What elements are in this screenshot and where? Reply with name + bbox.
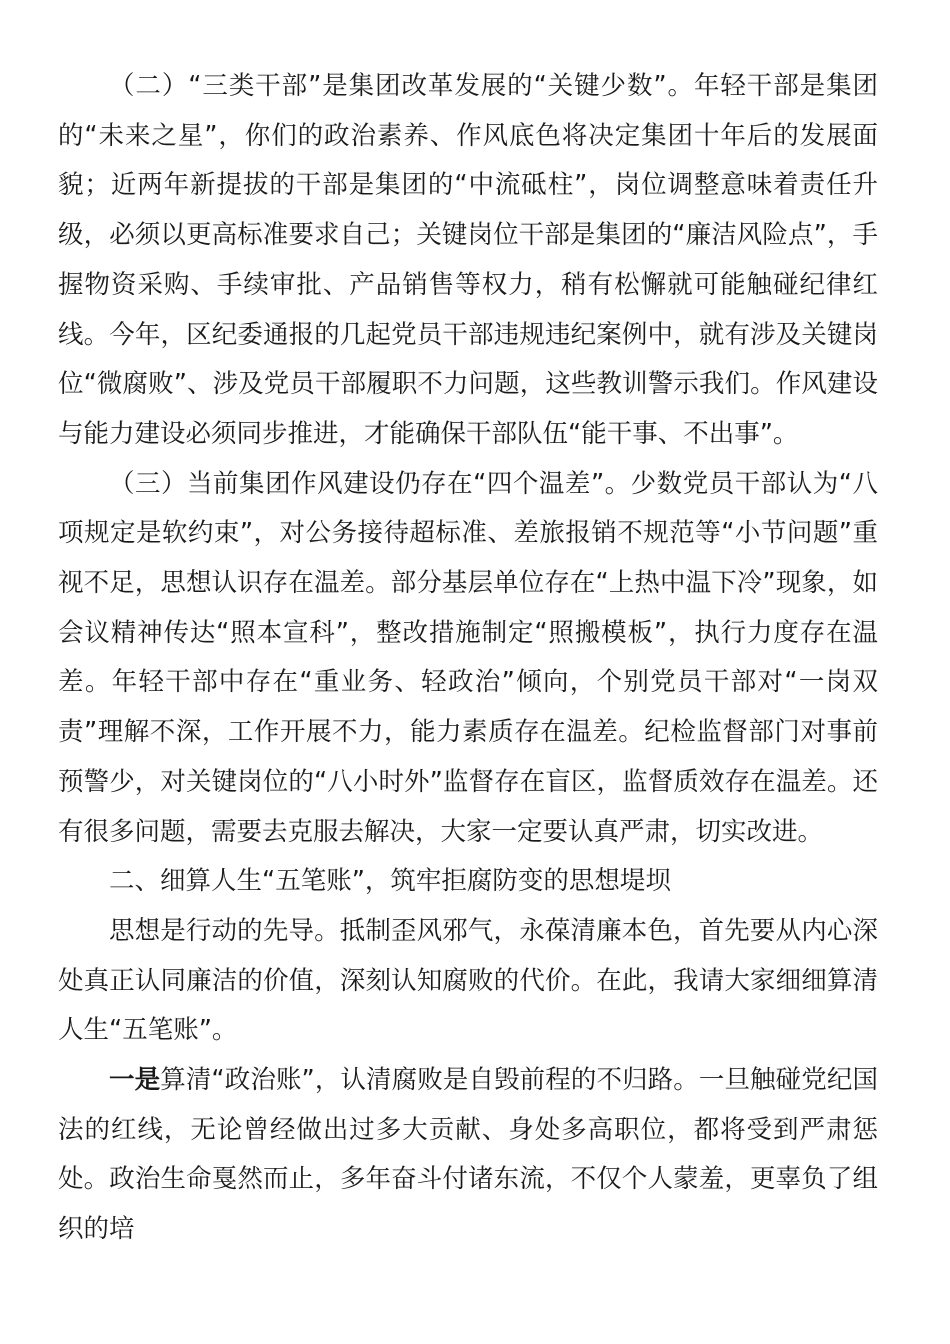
paragraph-lead-label: 一是 bbox=[109, 1065, 161, 1096]
section-heading: 二、细算人生“五笔账”，筑牢拒腐防变的思想堤坝 bbox=[109, 866, 671, 897]
paragraph-four-temperature-gaps: （三）当前集团作风建设仍存在“四个温差”。少数党员干部认为“八项规定是软约束”，对公务接待超标准、差旅报销不规范等“小节问题”重视不足，思想认识存在温差。部分基层单位存在“上热中温下冷”现象，如会议精神传达“照本宣科”，整改措施制定“照搬模板”，执行力度存在温差。年轻干部中存在“重业务、轻政治”倾向，个别党员干部对“一岗双责”理解不深，工作开展不力，能力素质存在温差。纪检监督部门对事前预警少，对关键岗位的“八小时外”监督存在盲区，监督质效存在温差。还有很多问题，需要去克服去解决，大家一定要认真严肃，切实改进。 bbox=[58, 468, 878, 847]
paragraph-political-account bbox=[58, 1056, 878, 1255]
paragraph-three-types-cadres: （二）“三类干部”是集团改革发展的“关键少数”。年轻干部是集团的“未来之星”，你们的政治素养、作风底色将决定集团十年后的发展面貌；近两年新提拔的干部是集团的“中流砥柱”，岗位调整意味着责任升级，必须以更高标准要求自己；关键岗位干部是集团的“廉洁风险点”，手握物资采购、手续审批、产品销售等权力，稍有松懈就可能触碰纪律红线。今年，区纪委通报的几起党员干部违规违纪案例中，就有涉及关键岗位“微腐败”、涉及党员干部履职不力问题，这些教训警示我们。作风建设与能力建设必须同步推进，才能确保干部队伍“能干事、不出事”。 bbox=[58, 71, 878, 449]
paragraph-thought-guide: 思想是行动的先导。抵制歪风邪气，永葆清廉本色，首先要从内心深处真正认同廉洁的价值，深刻认知腐败的代价。在此，我请大家细细算清人生“五笔账”。 bbox=[58, 915, 878, 1046]
document-body bbox=[58, 62, 878, 1255]
paragraph-political-account-text: 算清“政治账”，认清腐败是自毁前程的不归路。一旦触碰党纪国法的红线，无论曾经做出过多大贡献、身处多高职位，都将受到严肃惩处。政治生命戛然而止，多年奋斗付诸东流，不仅个人蒙羞，更辜负了组织的培 bbox=[58, 1065, 878, 1245]
